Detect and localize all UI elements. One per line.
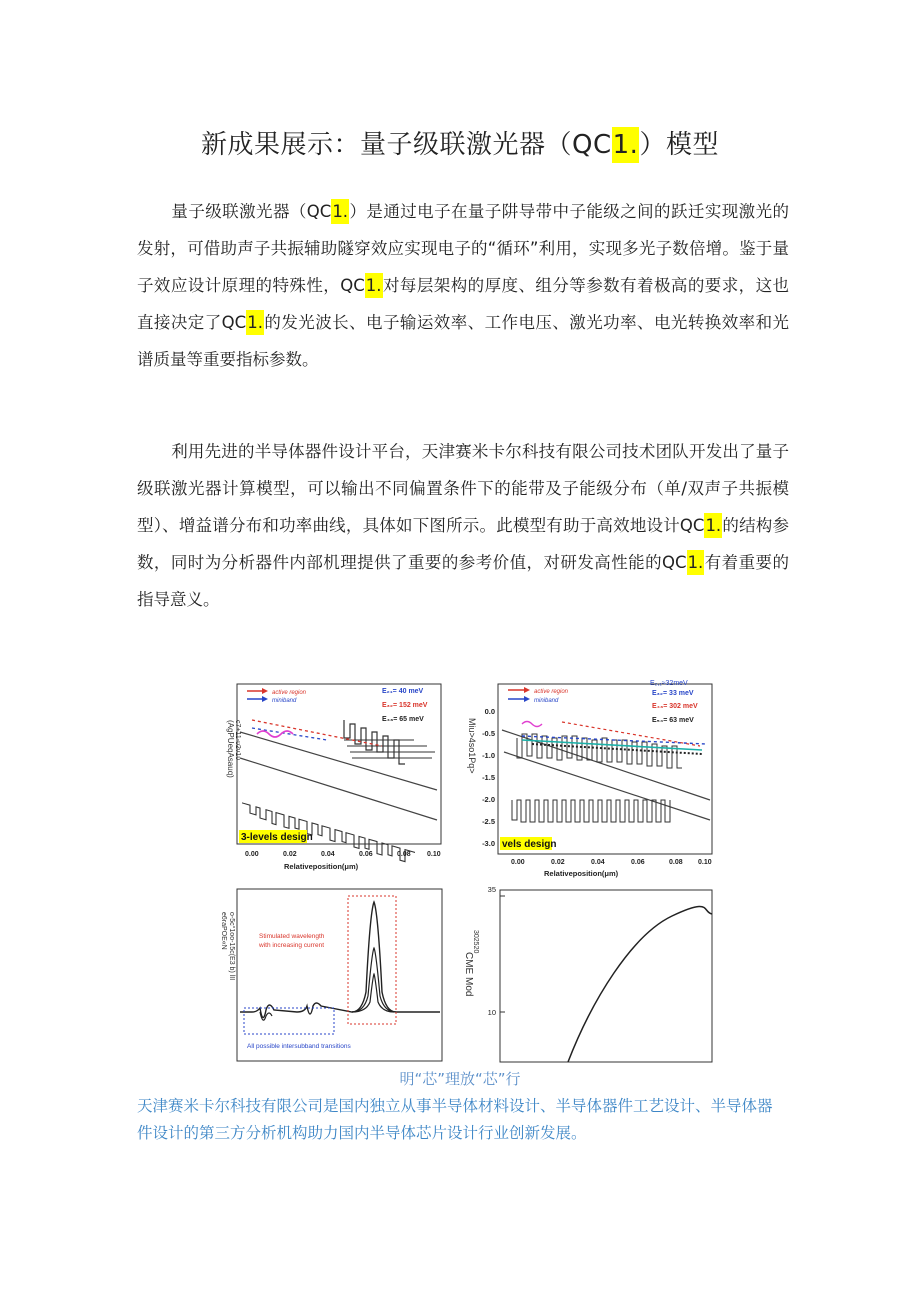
svg-text:0.00: 0.00 bbox=[245, 851, 259, 858]
svg-text:Relativeposition(μm): Relativeposition(μm) bbox=[284, 862, 359, 871]
svg-text:-1.0: -1.0 bbox=[482, 751, 495, 760]
svg-text:(AgPUeqAsauq): (AgPUeqAsauq) bbox=[226, 720, 235, 778]
svg-text:c7+11-υ2ν1υ: c7+11-υ2ν1υ bbox=[234, 720, 241, 761]
svg-text:-0.5: -0.5 bbox=[482, 729, 495, 738]
svg-text:All possible intersubband tran: All possible intersubband transitions bbox=[247, 1043, 351, 1050]
page-title: 新成果展示：量子级联激光器（QC1.）模型 bbox=[0, 124, 920, 161]
company-footer: 天津赛米卡尔科技有限公司是国内独立从事半导体材料设计、半导体器件工艺设计、半导体器件设计的第三方分析机构助力国内半导体芯片设计行业创新发展。 bbox=[137, 1097, 773, 1142]
svg-text:0.04: 0.04 bbox=[321, 851, 335, 858]
svg-text:-2.5: -2.5 bbox=[482, 817, 495, 826]
svg-text:0.0: 0.0 bbox=[484, 707, 495, 716]
svg-text:-1.5: -1.5 bbox=[482, 773, 495, 782]
svg-text:vels design: vels design bbox=[502, 839, 557, 850]
svg-text:35: 35 bbox=[487, 885, 496, 894]
svg-text:o-5c°1oo-15c(E3 b) lII: o-5c°1oo-15c(E3 b) lII bbox=[228, 912, 235, 981]
model-paragraph: 利用先进的半导体器件设计平台，天津赛米卡尔科技有限公司技术团队开发出了量子级联激光器计算模型，可以输出不同偏置条件下的能带及子能级分布（单/双声子共振模型）、增益谱分布和功率曲线，具体如下图所示。此模型有助于高效地设计QC1.的结构参数，同时为分析器件内部机理提供了重要的参考价值，对研发高性能的QC1.有着重要的指导意义。 bbox=[137, 442, 789, 609]
qcl-model-figure bbox=[220, 680, 722, 1066]
svg-text:E₂,₁≈32meV: E₂,₁≈32meV bbox=[650, 680, 688, 687]
svg-text:CME Mod: CME Mod bbox=[463, 952, 474, 997]
svg-text:E₃₂= 152 meV: E₃₂= 152 meV bbox=[382, 702, 428, 709]
svg-text:Relativeposition(μm): Relativeposition(μm) bbox=[544, 869, 619, 878]
band-diagram-3-levels bbox=[226, 684, 441, 871]
svg-text:-3.0: -3.0 bbox=[482, 839, 495, 848]
svg-text:Miu>4so1Pq>: Miu>4so1Pq> bbox=[467, 718, 477, 774]
svg-text:302520: 302520 bbox=[472, 930, 479, 954]
power-curve-panel bbox=[463, 885, 712, 1062]
svg-text:miniband: miniband bbox=[534, 698, 559, 704]
intro-paragraph: 量子级联激光器（QC1.）是通过电子在量子阱导带中子能级之间的跃迁实现激光的发射，可借助声子共振辅助隧穿效应实现电子的“循环”利用，实现多光子数倍增。鉴于量子效应设计原理的特殊性，QC1.对每层架构的厚度、组分等参数有着极高的要求，这也直接决定了QC1.的发光波长、电子输运效率、工作电压、激光功率、电光转换效率和光谱质量等重要指标参数。 bbox=[137, 193, 789, 378]
svg-text:0.02: 0.02 bbox=[283, 851, 297, 858]
svg-text:0.08: 0.08 bbox=[397, 851, 411, 858]
svg-text:0.08: 0.08 bbox=[669, 859, 683, 866]
svg-text:0.02: 0.02 bbox=[551, 859, 565, 866]
svg-text:Stimulated wavelength: Stimulated wavelength bbox=[259, 933, 325, 940]
svg-text:0.06: 0.06 bbox=[631, 859, 645, 866]
svg-text:0.00: 0.00 bbox=[511, 859, 525, 866]
svg-text:0.06: 0.06 bbox=[359, 851, 373, 858]
svg-text:0.04: 0.04 bbox=[591, 859, 605, 866]
svg-text:E₅₄= 63 meV: E₅₄= 63 meV bbox=[652, 717, 694, 724]
gain-spectrum-panel bbox=[220, 889, 442, 1061]
svg-text:10: 10 bbox=[487, 1008, 496, 1017]
svg-text:3-levels design: 3-levels design bbox=[241, 832, 313, 843]
svg-text:0.10: 0.10 bbox=[698, 859, 712, 866]
svg-text:E₄₃= 65 meV: E₄₃= 65 meV bbox=[382, 716, 424, 723]
svg-text:0.10: 0.10 bbox=[427, 851, 441, 858]
svg-text:miniband: miniband bbox=[272, 698, 297, 704]
svg-text:with increasing current: with increasing current bbox=[259, 942, 325, 949]
svg-text:E₂₁= 40 meV: E₂₁= 40 meV bbox=[382, 688, 424, 695]
svg-text:active region: active region bbox=[272, 690, 307, 696]
svg-text:E₃₂= 33 meV: E₃₂= 33 meV bbox=[652, 690, 694, 697]
figure-caption: 明“芯”理放“芯”行 bbox=[399, 1070, 521, 1088]
svg-text:E₄₃= 302 meV: E₄₃= 302 meV bbox=[652, 703, 698, 710]
band-diagram-4-levels bbox=[467, 680, 712, 878]
svg-text:active region: active region bbox=[534, 689, 569, 695]
svg-text:-2.0: -2.0 bbox=[482, 795, 495, 804]
svg-text:e6raPOE«N: e6raPOE«N bbox=[220, 912, 227, 950]
